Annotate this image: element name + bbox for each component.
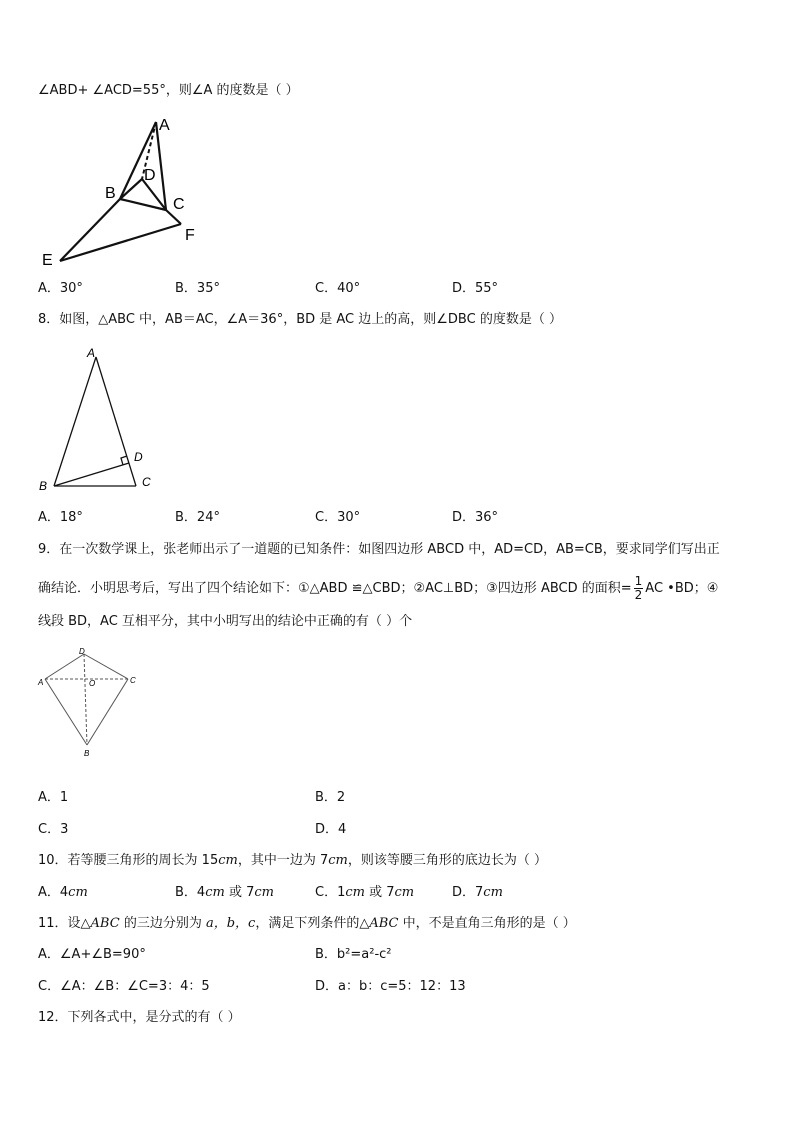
q7-label-E: E xyxy=(42,252,53,269)
q9-option-c: C．3 xyxy=(38,822,69,837)
q7-label-C: C xyxy=(173,196,185,213)
q9-line-2-pre: 确结论．小明思考后，写出了四个结论如下：①△ABD ≌△CBD；②AC⊥BD；③四边形 ABCD 的面积= xyxy=(38,581,632,596)
q10-option-a-label: A．4 xyxy=(38,885,69,900)
q8-label-A: A xyxy=(87,346,96,360)
q8-figure xyxy=(38,344,168,496)
q11-stem-post: 中，不是直角三角形的是（ ） xyxy=(398,916,576,931)
q10-option-b-label: B．4 xyxy=(175,885,206,900)
q12-stem: 12．下列各式中，是分式的有（ ） xyxy=(38,1010,241,1025)
q7-stem: ∠ABD+ ∠ACD=55°，则∠A 的度数是（ ） xyxy=(38,83,299,98)
q11-option-b: B．b²=a²-c² xyxy=(315,947,392,962)
q9-option-b: B．2 xyxy=(315,790,346,805)
q10-option-d xyxy=(452,883,503,903)
q8-label-B: B xyxy=(39,479,48,493)
q10-unit-2: cm xyxy=(328,853,348,868)
q8-option-b: B．24° xyxy=(175,510,220,525)
q7-label-B: B xyxy=(105,185,116,202)
q8-label-C: C xyxy=(142,475,151,489)
q7-figure xyxy=(38,112,218,274)
q10-option-c xyxy=(315,883,414,903)
q10-unit-1: cm xyxy=(218,853,238,868)
q10-option-b-or: 或 7 xyxy=(224,885,255,900)
q11-abc-2: ABC xyxy=(369,916,399,931)
q10-option-d-unit: cm xyxy=(483,885,503,900)
q10-stem-post: ，则该等腰三角形的底边长为（ ） xyxy=(347,853,547,868)
q7-label-A: A xyxy=(159,117,170,134)
q11-stem-mid2: ，满足下列条件的△ xyxy=(255,916,370,931)
q9-fraction xyxy=(634,575,644,602)
q11-option-c: C．∠A：∠B：∠C=3：4：5 xyxy=(38,979,210,994)
q10-option-c-unit2: cm xyxy=(394,885,415,900)
q11-stem-pre: 11．设△ xyxy=(38,916,91,931)
q7-option-d: D．55° xyxy=(452,281,499,296)
q10-option-b xyxy=(175,883,274,903)
q9-line-2 xyxy=(38,575,718,602)
q9-label-A: A xyxy=(38,678,44,687)
q9-option-a: A．1 xyxy=(38,790,69,805)
q9-label-O: O xyxy=(89,679,96,688)
q11-abc-1: ABC xyxy=(90,916,120,931)
q9-line-2-post: AC •BD；④ xyxy=(645,581,719,596)
q10-option-a xyxy=(38,883,88,903)
q9-label-B: B xyxy=(84,749,90,758)
q10-stem-pre: 10．若等腰三角形的周长为 15 xyxy=(38,853,219,868)
q11-stem-mid: 的三边分别为 xyxy=(119,916,206,931)
q11-option-a: A．∠A+∠B=90° xyxy=(38,947,146,962)
q8-option-a: A．18° xyxy=(38,510,83,525)
q9-label-D: D xyxy=(79,647,85,656)
q10-option-a-unit: cm xyxy=(68,885,88,900)
q10-option-d-label: D．7 xyxy=(452,885,484,900)
q9-label-C: C xyxy=(130,676,136,685)
q7-label-F: F xyxy=(185,227,195,244)
q7-option-c: C．40° xyxy=(315,281,361,296)
q11-vars: a，b，c xyxy=(205,916,256,931)
q11-option-d: D．a：b：c=5：12：13 xyxy=(315,979,466,994)
q10-option-c-or: 或 7 xyxy=(364,885,395,900)
q8-option-d: D．36° xyxy=(452,510,499,525)
q7-option-a: A．30° xyxy=(38,281,83,296)
q10-option-b-unit2: cm xyxy=(254,885,274,900)
q9-line-3: 线段 BD，AC 互相平分，其中小明写出的结论中正确的有（ ）个 xyxy=(38,614,413,629)
q9-option-d: D．4 xyxy=(315,822,347,837)
q7-option-b: B．35° xyxy=(175,281,220,296)
q7-label-D: D xyxy=(144,167,156,184)
q10-stem-mid: ，其中一边为 7 xyxy=(237,853,329,868)
q10-stem xyxy=(38,851,547,871)
q9-figure xyxy=(36,646,146,758)
q9-line-1: 9．在一次数学课上，张老师出示了一道题的已知条件：如图四边形 ABCD 中，AD=CD，AB=CB，要求同学们写出正 xyxy=(38,542,720,557)
q8-option-c: C．30° xyxy=(315,510,361,525)
q10-option-c-label: C．1 xyxy=(315,885,346,900)
q9-frac-den: 2 xyxy=(634,588,643,602)
q10-option-c-unit: cm xyxy=(345,885,365,900)
q8-label-D: D xyxy=(134,450,143,464)
q8-stem: 8．如图，△ABC 中，AB＝AC，∠A＝36°，BD 是 AC 边上的高，则∠DBC 的度数是（ ） xyxy=(38,312,562,327)
q11-stem xyxy=(38,914,576,934)
q10-option-b-unit: cm xyxy=(205,885,225,900)
q9-frac-num: 1 xyxy=(634,574,643,588)
